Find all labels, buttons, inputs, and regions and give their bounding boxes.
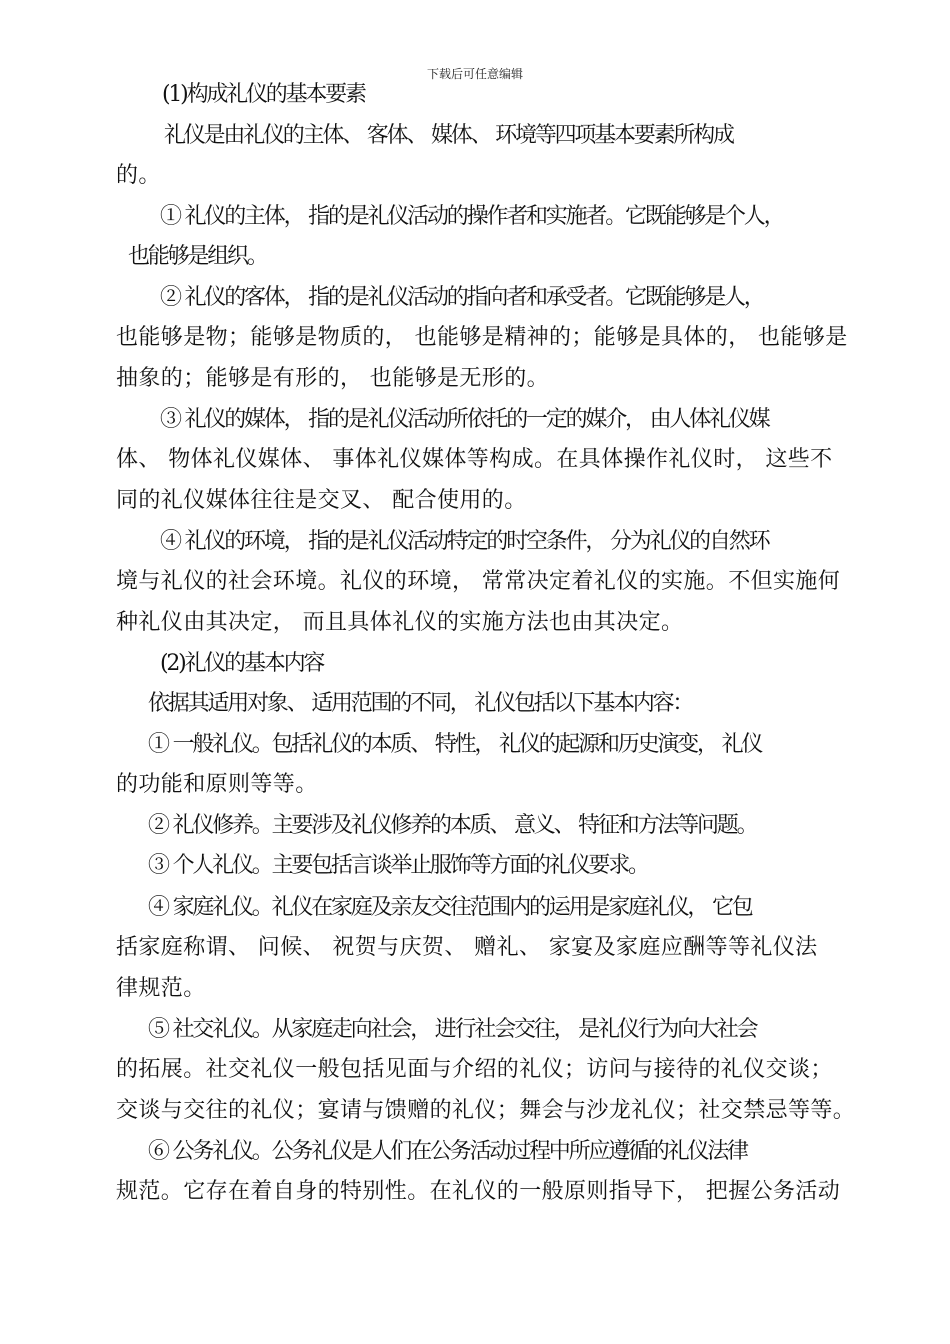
list-item: ⑤ 社交礼仪。从家庭走向社会， 进行社会交往， 是礼仪行为向大社会 [148, 1017, 757, 1042]
paragraph-line: 抽象的；能够是有形的， 也能够是无形的。 [116, 366, 549, 391]
header-note: 下载后可任意编辑 [426, 67, 523, 81]
list-item: ① 一般礼仪。包括礼仪的本质、 特性， 礼仪的起源和历史演变， 礼仪 [148, 732, 762, 757]
paragraph-line: 体、 物体礼仪媒体、 事体礼仪媒体等构成。在具体操作礼仪时， 这些不 [116, 447, 833, 472]
paragraph-line: 同的礼仪媒体往往是交叉、 配合使用的。 [116, 488, 527, 513]
section-heading-2: (2)礼仪的基本内容 [160, 651, 324, 676]
list-item: ⑥ 公务礼仪。公务礼仪是人们在公务活动过程中所应遵循的礼仪法律 [148, 1139, 747, 1164]
paragraph-line: 境与礼仪的社会环境。礼仪的环境， 常常决定着礼仪的实施。不但实施何 [116, 569, 841, 594]
list-item: ② 礼仪修养。主要涉及礼仪修养的本质、 意义、 特征和方法等问题。 [148, 813, 757, 838]
list-item: 的功能和原则等等。 [116, 772, 318, 797]
list-item: 律规范。 [116, 976, 206, 1001]
list-item: 的拓展。社交礼仪一般包括见面与介绍的礼仪；访问与接待的礼仪交谈； [116, 1057, 833, 1082]
list-item: ④ 家庭礼仪。礼仪在家庭及亲友交往范围内的运用是家庭礼仪， 它包 [148, 895, 752, 920]
list-item: 规范。它存在着自身的特别性。在礼仪的一般原则指导下， 把握公务活动 [116, 1179, 841, 1204]
paragraph-line: 也能够是物；能够是物质的， 也能够是精神的；能够是具体的， 也能够是 [116, 325, 848, 350]
paragraph-line: 的。 [116, 163, 161, 188]
paragraph-line: 种礼仪由其决定， 而且具体礼仪的实施方法也由其决定。 [116, 610, 684, 635]
paragraph-line: ③ 礼仪的媒体， 指的是礼仪活动所依托的一定的媒介， 由人体礼仪媒 [160, 407, 769, 432]
paragraph-line: 也能够是组织。 [128, 244, 267, 269]
paragraph-line: ④ 礼仪的环境， 指的是礼仪活动特定的时空条件， 分为礼仪的自然环 [160, 529, 769, 554]
section-heading-1: (1)构成礼仪的基本要素 [162, 82, 365, 107]
list-item: 交谈与交往的礼仪；宴请与馈赠的礼仪；舞会与沙龙礼仪；社交禁忌等等。 [116, 1098, 856, 1123]
paragraph-line: ① 礼仪的主体， 指的是礼仪活动的操作者和实施者。它既能够是个人， [160, 204, 784, 229]
list-item: ③ 个人礼仪。主要包括言谈举止服饰等方面的礼仪要求。 [148, 853, 648, 878]
paragraph-line: 依据其适用对象、 适用范围的不同， 礼仪包括以下基本内容： [148, 691, 693, 716]
paragraph-line: ② 礼仪的客体， 指的是礼仪活动的指向者和承受者。它既能够是人， [160, 285, 764, 310]
list-item: 括家庭称谓、 问候、 祝贺与庆贺、 赠礼、 家宴及家庭应酬等等礼仪法 [116, 935, 818, 960]
paragraph-line: 礼仪是由礼仪的主体、 客体、 媒体、 环境等四项基本要素所构成 [164, 123, 733, 148]
